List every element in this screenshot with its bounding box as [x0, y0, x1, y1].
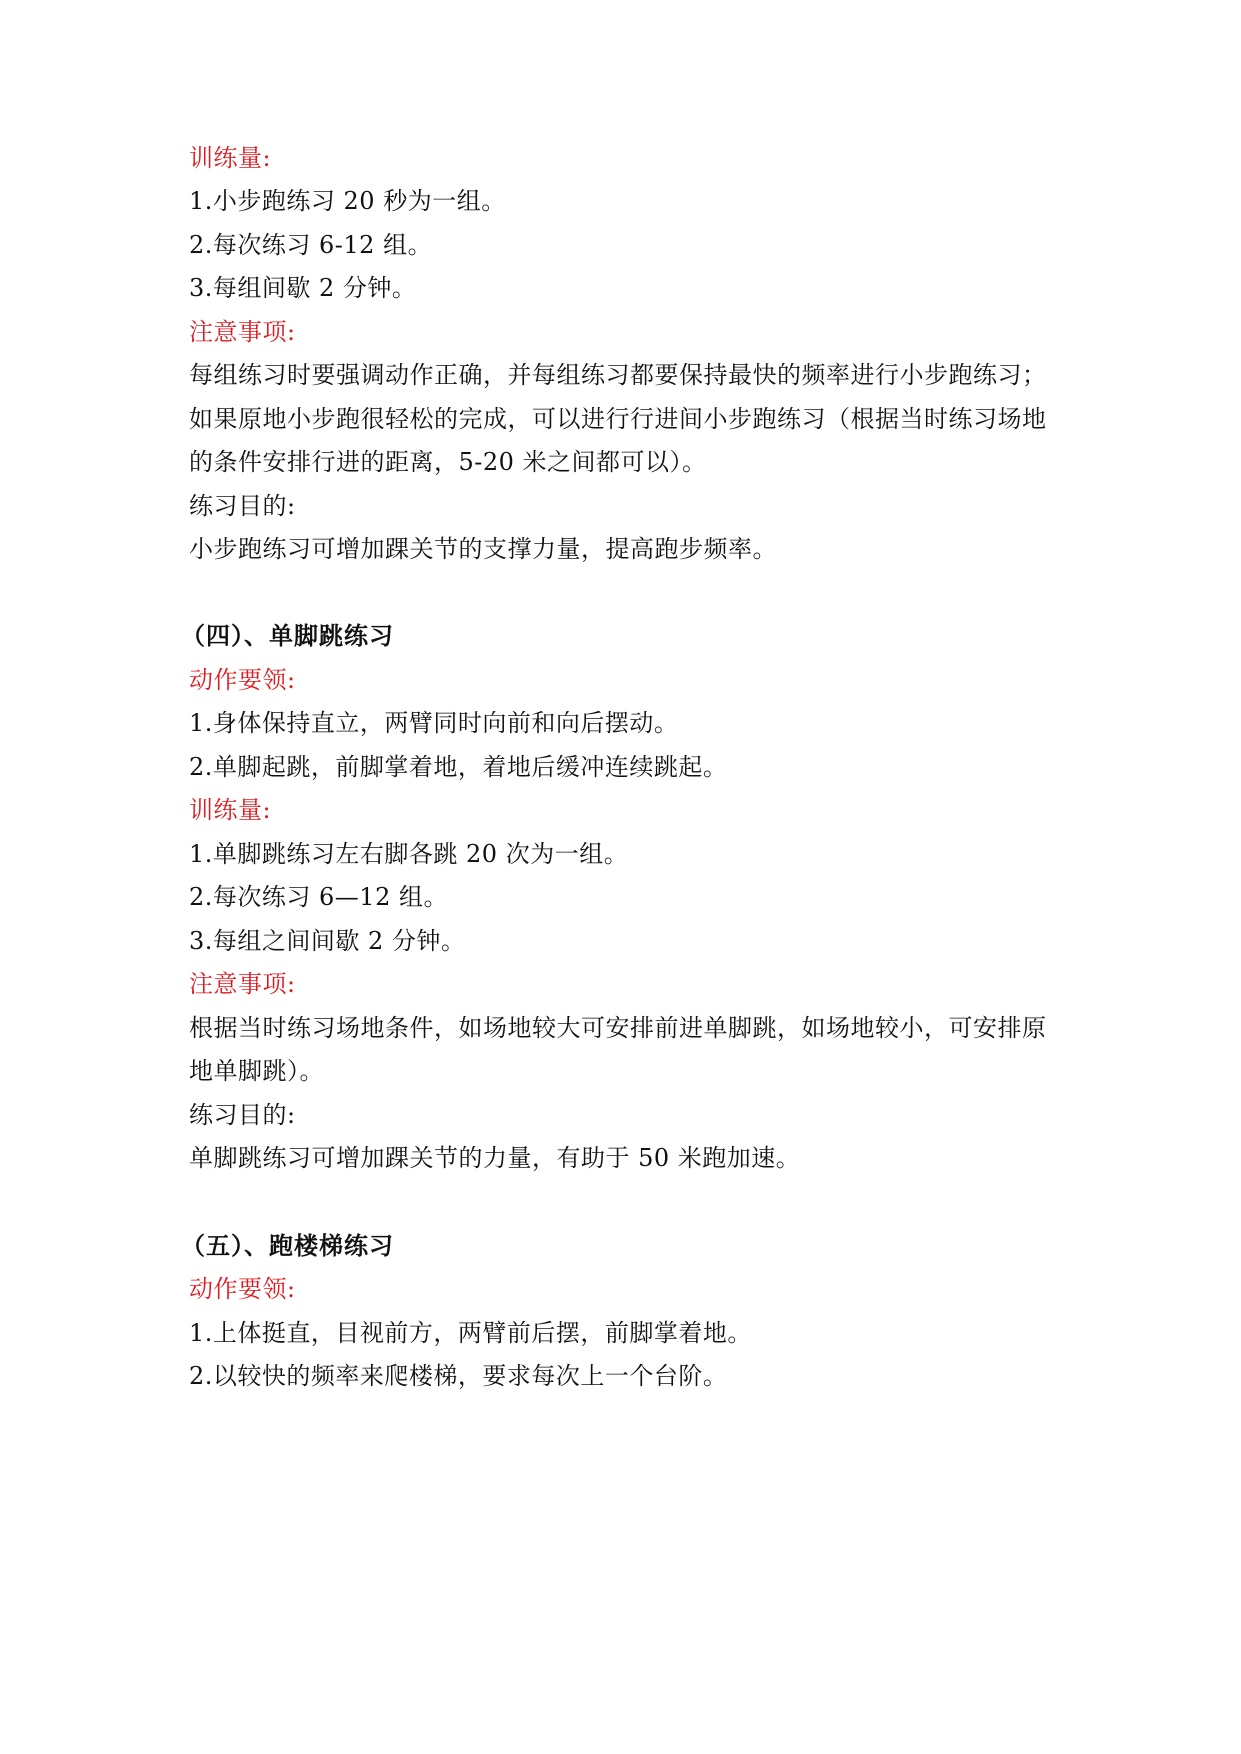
training-item: 1.单脚跳练习左右脚各跳 20 次为一组。 [189, 840, 629, 868]
notes-label: 注意事项: [189, 970, 296, 998]
essentials-item: 2.单脚起跳，前脚掌着地，着地后缓冲连续跳起。 [189, 753, 728, 781]
training-item: 3.每组间歇 2 分钟。 [189, 274, 417, 302]
training-item: 3.每组之间间歇 2 分钟。 [189, 927, 466, 955]
essentials-item: 1.身体保持直立，两臂同时向前和向后摆动。 [189, 709, 679, 737]
purpose-text: 单脚跳练习可增加踝关节的力量，有助于 50 米跑加速。 [189, 1144, 801, 1172]
training-item: 2.每次练习 6-12 组。 [189, 231, 433, 259]
purpose-label: 练习目的: [189, 1101, 296, 1129]
essentials-label: 动作要领: [189, 1275, 296, 1303]
notes-line: 每组练习时要强调动作正确，并每组练习都要保持最快的频率进行小步跑练习； [189, 361, 1047, 389]
training-item: 2.每次练习 6—12 组。 [189, 883, 448, 911]
notes-line: 如果原地小步跑很轻松的完成，可以进行行进间小步跑练习（根据当时练习场地 [189, 405, 1047, 433]
training-volume-label: 训练量: [189, 796, 272, 824]
essentials-item: 1.上体挺直，目视前方，两臂前后摆，前脚掌着地。 [189, 1319, 752, 1347]
essentials-label: 动作要领: [189, 666, 296, 694]
essentials-item: 2.以较快的频率来爬楼梯，要求每次上一个台阶。 [189, 1362, 728, 1390]
section-heading: （五）、跑楼梯练习 [181, 1232, 394, 1260]
training-item: 1.小步跑练习 20 秒为一组。 [189, 187, 506, 215]
purpose-text: 小步跑练习可增加踝关节的支撑力量，提高跑步频率。 [189, 535, 777, 563]
notes-label: 注意事项: [189, 318, 296, 346]
section-heading: （四）、单脚跳练习 [181, 622, 394, 650]
training-volume-label: 训练量: [189, 144, 272, 172]
purpose-label: 练习目的: [189, 492, 296, 520]
notes-line: 的条件安排行进的距离，5-20 米之间都可以）。 [189, 448, 707, 476]
notes-line: 根据当时练习场地条件，如场地较大可安排前进单脚跳，如场地较小，可安排原 [189, 1014, 1047, 1042]
notes-line: 地单脚跳）。 [189, 1057, 324, 1085]
